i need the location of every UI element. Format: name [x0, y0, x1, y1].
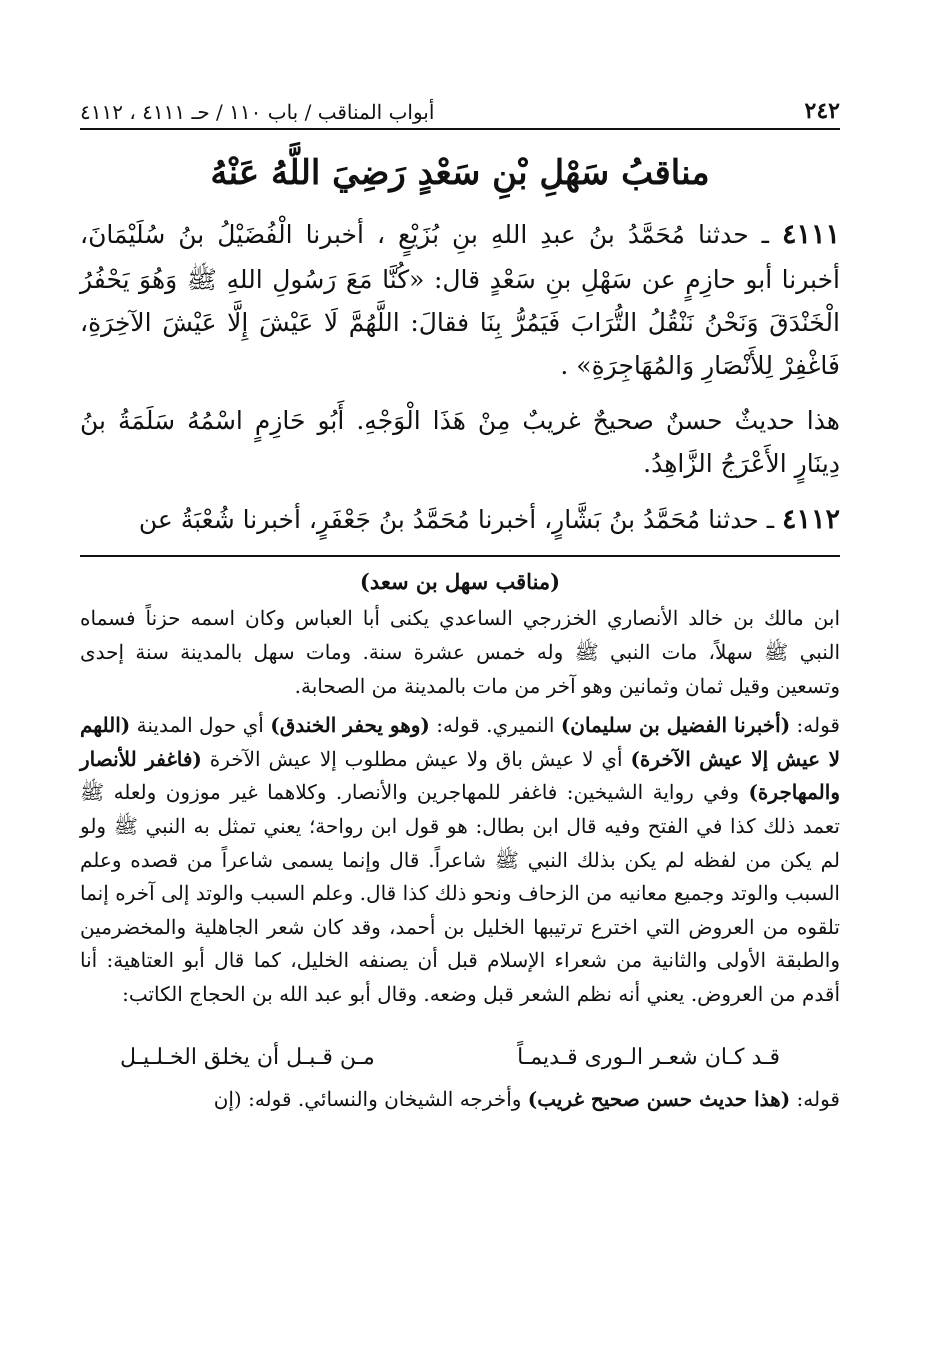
hadith-grading: هذا حديثٌ حسنٌ صحيحٌ غريبٌ مِنْ هَذَا الْوَجْهِ. أَبُو حَازِمٍ اسْمُهُ سَلَمَةُ بنُ دِينَارٍ الأَعْرَجُ الزَّاهِدُ.	[80, 406, 840, 479]
hadith-4112	[80, 497, 840, 543]
commentary-text: وفي رواية الشيخين: فاغفر للمهاجرين والأنصار. وكلاهما غير موزون ولعله ﷺ تعمد ذلك كذا في الفتح وفيه قال ابن بطال: هو قول ابن رواحة؛ يعني تمثل به النبي ﷺ ولو لم يكن من لفظه لم يكن بذلك النبي ﷺ شاعراً. قال وإنما يسمى شاعراً من قصده وعلم السبب والوتد وجميع معانيه من الزحاف ونحو ذلك كذا قال. وعلم السبب والوتد إلى آخره إنما تلقوه من العروض التي اخترع ترتيبها الخليل بن أحمد، وقد كان شعر الجاهلية والمخضرمين والطبقة الأولى والثانية من شعراء الإسلام قبل أن يصنفه الخليل، كما قال أبو العتاهية: أنا أقدم من العروض. يعني أنه نظم الشعر قبل وضعه. وقال أبو عبد الله بن الحجاج الكاتب:	[80, 780, 840, 1006]
poem-verse	[120, 1040, 780, 1075]
commentary-bio: ابن مالك بن خالد الأنصاري الخزرجي الساعدي يكنى أبا العباس وكان اسمه حزناً فسماه النبي ﷺ سهلاً، مات النبي ﷺ وله خمس عشرة سنة. ومات سهل بالمدينة سنة إحدى وتسعين وقيل ثمان وثمانين وهو آخر من مات بالمدينة من الصحابة.	[80, 606, 841, 698]
commentary-paragraph	[80, 1083, 840, 1117]
quoted-phrase: (أخبرنا الفضيل بن سليمان)	[560, 713, 791, 738]
commentary-text: أي حول المدينة	[130, 713, 271, 738]
commentary-paragraph	[80, 709, 840, 1011]
commentary-text: قوله:	[790, 1086, 840, 1111]
commentary-divider	[80, 555, 840, 557]
commentary-text: وأخرجه الشيخان والنسائي. قوله: (إن	[213, 1086, 528, 1111]
commentary-text: قوله:	[790, 713, 840, 738]
book-page	[80, 96, 840, 1336]
commentary	[80, 569, 840, 1116]
commentary-text: النميري. قوله:	[429, 713, 561, 738]
chapter-title: مناقبُ سَهْلِ بْنِ سَعْدٍ رَضِيَ اللَّهُ عَنْهُ	[210, 153, 710, 193]
poem-first-hemistich: قـد كـان شعـر الـورى قـديمـاً	[517, 1044, 780, 1070]
commentary-text: أي لا عيش باق ولا عيش مطلوب إلا عيش الآخرة	[201, 746, 631, 771]
quoted-phrase: (وهو يحفر الخندق)	[270, 713, 430, 738]
hadith-4111	[80, 212, 840, 387]
hadith-body: ـ حدثنا مُحَمَّدُ بنُ عبدِ اللهِ بنِ بُزَيْعٍ ، أخبرنا الْفُضَيْلُ بنُ سُلَيْمَانَ، أخبرنا أبو حازِمٍ عن سَهْلِ بنِ سَعْدٍ قال: «كُنَّا مَعَ رَسُولِ اللهِ ﷺ وَهُوَ يَحْفُرُ الْخَنْدَقَ وَنَحْنُ نَنْقُلُ التُّرَابَ فَيَمُرُّ بِنَا فقالَ: اللَّهُمَّ لَا عَيْشَ إِلَّا عَيْشَ الآخِرَةِ، فَاغْفِرْ لِلأَنْصَارِ وَالمُهَاجِرَةِ» .	[80, 219, 840, 381]
commentary-title: (مناقب سهل بن سعد)	[359, 569, 561, 595]
hadith-number: ٤١١٢	[781, 504, 840, 536]
hadith-text	[80, 212, 840, 544]
hadith-body: ـ حدثنا مُحَمَّدُ بنُ بَشَّارٍ، أخبرنا مُحَمَّدُ بنُ جَعْفَرٍ، أخبرنا شُعْبَةُ عن	[138, 505, 782, 535]
quoted-phrase: (فاغفر للأنصار والمهاجرة)	[80, 746, 840, 805]
quoted-phrase: (اللهم لا عيش إلا عيش الآخرة)	[80, 713, 840, 771]
page-number: ٢٤٢	[804, 98, 840, 124]
hadith-number: ٤١١١	[781, 218, 840, 250]
quoted-phrase: (هذا حديث حسن صحيح غريب)	[527, 1086, 791, 1111]
poem-second-hemistich: مـن قـبـل أن يخلق الخـلـيـل	[120, 1044, 375, 1070]
running-header	[80, 96, 840, 130]
running-title: أبواب المناقب / باب ١١٠ / حـ ٤١١١ ، ٤١١٢	[80, 100, 435, 124]
